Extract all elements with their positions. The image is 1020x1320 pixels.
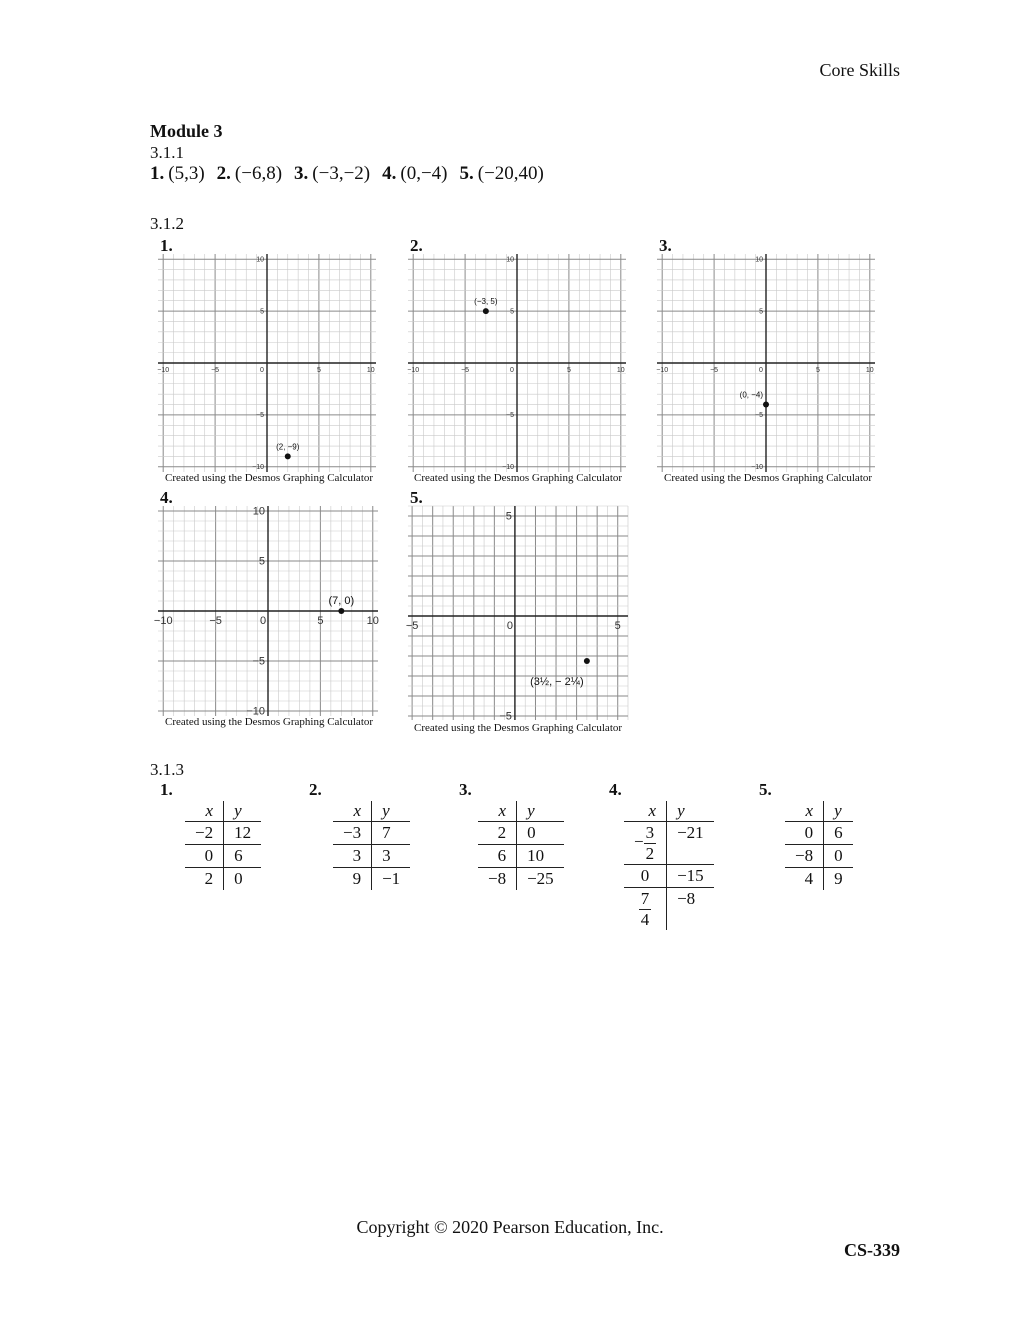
y-cell: −1 bbox=[382, 869, 401, 888]
graph-caption: Created using the Desmos Graphing Calculator bbox=[414, 472, 623, 484]
y-cell: 7 bbox=[372, 822, 411, 845]
y-cell: 12 bbox=[224, 822, 262, 845]
x-tick-label: −5 bbox=[209, 615, 222, 627]
x-cell bbox=[624, 822, 667, 865]
x-cell: −2 bbox=[185, 822, 224, 845]
y-cell: −8 bbox=[677, 889, 696, 909]
x-cell: 3 bbox=[333, 845, 372, 868]
answer-item bbox=[460, 163, 544, 185]
x-tick-label: 5 bbox=[316, 367, 321, 374]
y-tick-label: 10 bbox=[506, 256, 514, 264]
module-title: Module 3 bbox=[150, 121, 223, 141]
table-row bbox=[624, 822, 714, 865]
y-tick-label: 10 bbox=[252, 505, 265, 518]
y-cell: 6 bbox=[224, 845, 262, 868]
y-tick-label: 5 bbox=[258, 555, 265, 568]
answer-number: 2. bbox=[216, 163, 231, 184]
y-tick-label: −5 bbox=[499, 710, 512, 723]
x-cell: 0 bbox=[185, 845, 224, 868]
y-tick-label: −10 bbox=[246, 705, 265, 718]
section-label-3-1-1: 3.1.1 bbox=[150, 143, 184, 162]
data-point bbox=[763, 402, 769, 408]
x-tick-label: 0 bbox=[510, 367, 514, 374]
running-header: Core Skills bbox=[819, 60, 900, 80]
graph-number: 5. bbox=[410, 488, 423, 507]
x-cell: −3 bbox=[333, 822, 372, 845]
table-number: 2. bbox=[309, 780, 322, 799]
data-point bbox=[285, 453, 291, 459]
x-tick-label: 5 bbox=[317, 615, 324, 627]
y-tick-label: −5 bbox=[506, 412, 514, 420]
section-label-3-1-3: 3.1.3 bbox=[150, 760, 184, 779]
coordinate-graph-2 bbox=[408, 254, 626, 472]
y-cell: −15 bbox=[667, 865, 714, 888]
column-header-x: x bbox=[333, 801, 372, 822]
graph-caption: Created using the Desmos Graphing Calculator bbox=[165, 716, 374, 728]
x-tick-label: 0 bbox=[259, 615, 267, 627]
answer-value: (−3,−2) bbox=[312, 163, 371, 184]
x-cell: 4 bbox=[785, 868, 824, 891]
y-tick-label: −5 bbox=[252, 655, 265, 668]
answer-value: (−20,40) bbox=[477, 163, 544, 184]
answer-number: 1. bbox=[150, 163, 165, 184]
fraction bbox=[644, 823, 657, 863]
y-cell: 10 bbox=[517, 845, 564, 868]
y-cell: 6 bbox=[824, 822, 853, 845]
coordinate-graph-5 bbox=[405, 506, 628, 723]
table-row bbox=[478, 845, 564, 868]
data-point bbox=[338, 608, 344, 614]
answer-number: 5. bbox=[459, 163, 474, 184]
y-cell: 0 bbox=[517, 822, 564, 845]
column-header-x: x bbox=[624, 801, 667, 822]
minus-sign: − bbox=[634, 831, 644, 851]
numerator: 7 bbox=[640, 889, 650, 909]
x-cell: −8 bbox=[478, 868, 517, 891]
x-tick-label: −10 bbox=[157, 367, 170, 374]
x-cell: 2 bbox=[478, 822, 517, 845]
table-row bbox=[333, 822, 410, 845]
graph-caption: Created using the Desmos Graphing Calculator bbox=[414, 722, 623, 734]
x-cell: 2 bbox=[185, 868, 224, 891]
y-cell: 9 bbox=[834, 869, 843, 888]
page-number: CS-339 bbox=[843, 1240, 900, 1260]
xy-table-2 bbox=[333, 801, 410, 890]
x-cell: 0 bbox=[624, 865, 667, 888]
answer-value: (5,3) bbox=[168, 163, 205, 184]
answer-item bbox=[294, 163, 370, 185]
y-tick-label: 10 bbox=[755, 256, 763, 264]
table-row bbox=[785, 822, 853, 845]
point-label: (7, 0) bbox=[328, 595, 355, 607]
answer-item bbox=[217, 163, 282, 185]
table-row bbox=[785, 845, 853, 868]
x-tick-label: −5 bbox=[710, 367, 719, 374]
y-cell: −25 bbox=[527, 869, 554, 888]
column-header-x: x bbox=[785, 801, 824, 822]
coordinate-graph-1 bbox=[158, 254, 376, 472]
x-tick-label: −10 bbox=[656, 367, 669, 374]
x-tick-label: 0 bbox=[260, 367, 264, 374]
data-point bbox=[483, 308, 489, 314]
coordinate-graph-3 bbox=[657, 254, 875, 472]
x-tick-label: 5 bbox=[566, 367, 571, 374]
y-cell: 0 bbox=[824, 845, 853, 868]
x-cell: 0 bbox=[785, 822, 824, 845]
x-cell: 9 bbox=[333, 868, 372, 891]
column-header-y: y bbox=[517, 801, 564, 822]
coordinate-graph-4 bbox=[153, 505, 379, 718]
table-row bbox=[624, 865, 714, 888]
table-number: 4. bbox=[609, 780, 622, 799]
table-row bbox=[624, 888, 714, 931]
answer-number: 3. bbox=[294, 163, 309, 184]
point-label: (3½, − 2¼) bbox=[530, 676, 584, 688]
column-header-y: y bbox=[824, 801, 853, 822]
answer-value: (0,−4) bbox=[400, 163, 448, 184]
table-row bbox=[333, 868, 410, 891]
copyright-notice: Copyright © 2020 Pearson Education, Inc. bbox=[356, 1217, 664, 1237]
y-tick-label: 5 bbox=[759, 308, 763, 316]
section-label-3-1-2: 3.1.2 bbox=[150, 214, 184, 233]
y-tick-label: 10 bbox=[256, 256, 264, 264]
x-tick-label: −5 bbox=[211, 367, 220, 374]
y-tick-label: −5 bbox=[755, 412, 763, 420]
data-point bbox=[584, 658, 590, 664]
y-cell: 0 bbox=[234, 869, 243, 888]
x-tick-label: 10 bbox=[366, 615, 379, 627]
denominator: 2 bbox=[645, 843, 655, 863]
x-cell bbox=[624, 888, 667, 931]
answers-3-1-1 bbox=[150, 163, 544, 185]
x-tick-label: −5 bbox=[461, 367, 470, 374]
table-row bbox=[333, 845, 410, 868]
x-tick-label: 5 bbox=[815, 367, 820, 374]
column-header-y: y bbox=[667, 801, 714, 822]
answer-item bbox=[382, 163, 447, 185]
table-row bbox=[185, 868, 261, 891]
x-tick-label: 10 bbox=[366, 367, 375, 374]
x-cell: −8 bbox=[785, 845, 824, 868]
column-header-y: y bbox=[224, 801, 262, 822]
table-row bbox=[478, 822, 564, 845]
table-number: 3. bbox=[459, 780, 472, 799]
graph-caption: Created using the Desmos Graphing Calculator bbox=[165, 472, 374, 484]
graph-number: 4. bbox=[160, 488, 173, 507]
x-tick-label: −10 bbox=[153, 615, 173, 627]
column-header-x: x bbox=[185, 801, 224, 822]
table-row bbox=[185, 845, 261, 868]
graph-caption: Created using the Desmos Graphing Calculator bbox=[664, 472, 873, 484]
answer-value: (−6,8) bbox=[234, 163, 283, 184]
point-label: (−3, 5) bbox=[474, 297, 498, 307]
graph-number: 1. bbox=[160, 236, 173, 255]
y-tick-label: −10 bbox=[502, 464, 514, 472]
y-tick-label: −10 bbox=[751, 464, 763, 472]
point-label: (0, −4) bbox=[739, 390, 763, 400]
xy-table-3 bbox=[478, 801, 564, 890]
x-tick-label: −5 bbox=[405, 620, 419, 632]
column-header-y: y bbox=[372, 801, 411, 822]
xy-table-5 bbox=[785, 801, 853, 890]
x-tick-label: 10 bbox=[865, 367, 874, 374]
x-tick-label: 10 bbox=[616, 367, 625, 374]
graph-number: 2. bbox=[410, 236, 423, 255]
y-tick-label: 5 bbox=[260, 308, 264, 316]
y-tick-label: 5 bbox=[505, 510, 512, 523]
x-tick-label: 0 bbox=[759, 367, 763, 374]
table-row bbox=[185, 822, 261, 845]
answer-item bbox=[150, 163, 205, 185]
y-cell: −21 bbox=[667, 822, 714, 865]
x-tick-label: −10 bbox=[407, 367, 420, 374]
column-header-x: x bbox=[478, 801, 517, 822]
point-label: (2, −9) bbox=[276, 442, 300, 452]
x-tick-label: 5 bbox=[614, 620, 621, 632]
table-row bbox=[478, 868, 564, 891]
answer-number: 4. bbox=[382, 163, 397, 184]
y-tick-label: −5 bbox=[256, 412, 264, 420]
y-cell: 3 bbox=[372, 845, 411, 868]
x-tick-label: 0 bbox=[506, 620, 513, 632]
table-row bbox=[785, 868, 853, 891]
xy-table-4 bbox=[624, 801, 714, 930]
x-cell: 6 bbox=[478, 845, 517, 868]
graph-number: 3. bbox=[659, 236, 672, 255]
table-number: 1. bbox=[160, 780, 173, 799]
fraction bbox=[639, 889, 652, 929]
denominator: 4 bbox=[640, 909, 650, 929]
table-number: 5. bbox=[759, 780, 772, 799]
y-tick-label: −10 bbox=[252, 464, 264, 472]
xy-table-1 bbox=[185, 801, 261, 890]
numerator: 3 bbox=[645, 823, 655, 842]
y-tick-label: 5 bbox=[510, 308, 514, 316]
